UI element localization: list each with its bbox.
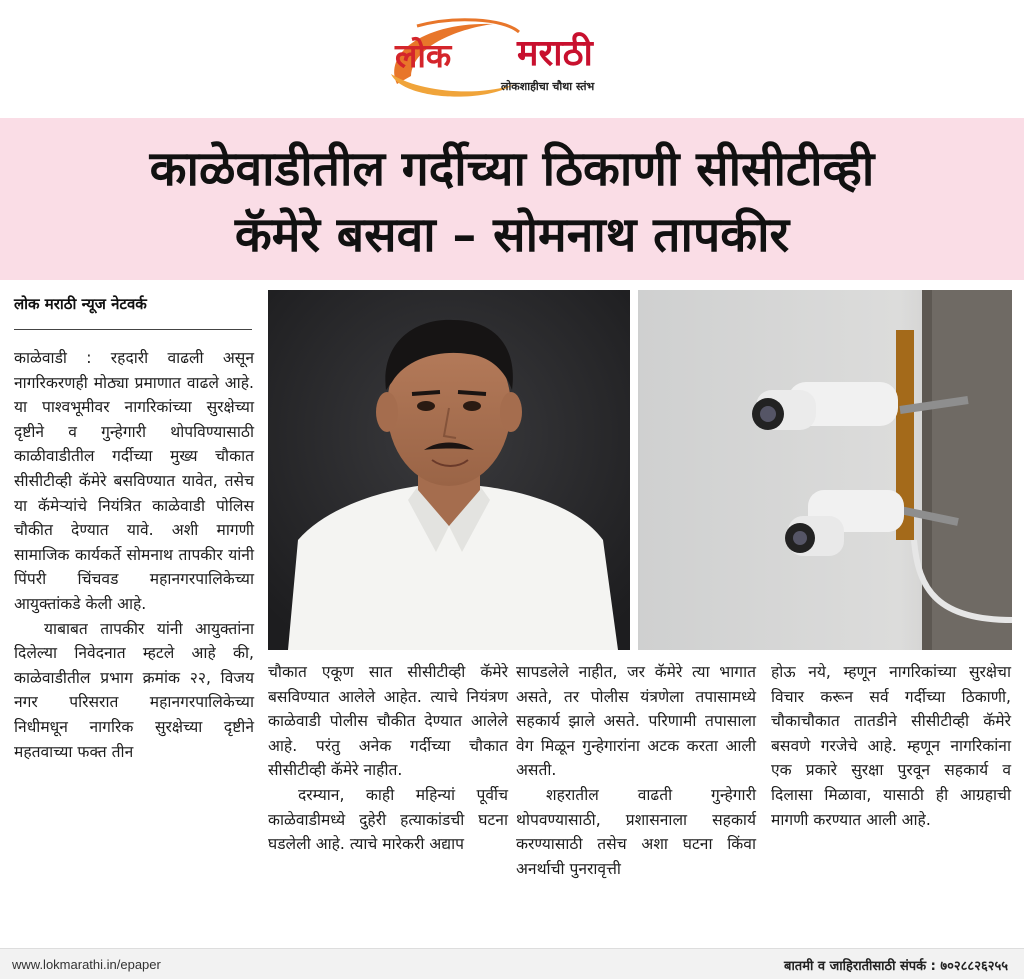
headline-line-2: कॅमेरे बसवा – सोमनाथ तापकीर [234,207,790,263]
cctv-camera-icon [638,290,1012,650]
photo-somnath-tapkir [268,290,630,650]
article-paragraph: होऊ नये, म्हणून नागरिकांच्या सुरक्षेचा विचार करून सर्व गर्दीच्या ठिकाणी, चौकाचौकात तातडीने सीसीटीव्ही कॅमेरे बसवणे गरजेचे आहे. म्हणून नागरिकांना एक प्रकारे सुरक्षा पुरवून सहकार्य व दिलासा मिळावा, यासाठी ही आग्रहाची मागणी करण्यात आली आहे. [771,663,1011,829]
photo-cctv-cameras [638,290,1012,650]
byline: लोक मराठी न्यूज नेटवर्क [14,295,147,313]
article-column-3 [516,660,756,881]
article-paragraph: काळेवाडी : रहदारी वाढली असून नागरिकरणही मोठ्या प्रमाणात वाढले आहे. या पाश्वभूमीवर नागरिकांच्या सुरक्षेच्या दृष्टीने व गुन्हेगारी थोपविण्यासाठी काळीवाडीतील गर्दीच्या मुख्य चौकात सीसीटीव्ही कॅमेरे बसविण्यात यावेत, तसेच या कॅमेर्‍यांचे नियंत्रित काळेवाडी पोलिस चौकीत देण्यात यावे. अशी मागणी सामाजिक कार्यकर्ते सोमनाथ तापकीर यांनी पिंपरी चिंचवड महानगरपालिकेच्या आयुक्तांकडे केली आहे. [14,349,254,613]
footer-contact: बातमी व जाहिरातीसाठी संपर्क : ७०२८८२६२५५ [784,959,1008,974]
logo-word-lok: लोक [395,36,452,75]
logo-word-marathi: मराठी [517,33,593,74]
article-column-2 [268,660,508,857]
article-paragraph: चौकात एकूण सात सीसीटीव्ही कॅमेरे बसविण्यात आलेले आहेत. त्याचे नियंत्रण काळेवाडी पोलीस चौकीत देण्यात आलेले आहे. परंतु अनेक गर्दीच्या चौकात सीसीटीव्ही कॅमेरे नाहीत. [268,663,508,780]
article-paragraph: याबाबत तापकीर यांनी आयुक्तांना दिलेल्या निवेदनात म्हटले आहे की, काळेवाडीतील प्रभाग क्रमांक २२, विजय नगर परिसरात महानगरपालिकेच्या निधीमधून नागरिक सुरक्षेच्या दृष्टीने महतवाच्या फक्त तीन [14,619,254,761]
logo-tagline: लोकशाहीचा चौथा स्तंभ [501,80,595,93]
footer-bar [0,948,1024,979]
article-paragraph: शहरातील वाढती गुन्हेगारी थोपवण्यासाठी, प्रशासनाला सहकार्य करण्यासाठी तसेच अशा घटना किंवा अनर्थाची पुनरावृत्ती [516,785,756,878]
headline-line-1: काळेवाडीतील गर्दीच्या ठिकाणी सीसीटीव्ही [149,141,875,197]
article-column-4 [771,660,1011,832]
byline-divider [14,329,252,330]
footer-url-link[interactable]: www.lokmarathi.in/epaper [12,957,161,972]
article-paragraph: सापडलेले नाहीत, जर कॅमेरे त्या भागात असते, तर पोलीस यंत्रणेला तपासामध्ये सहकार्य झाले असते. परिणामी तपासाला वेग मिळून गुन्हेगारांना अटक करता आली असती. [516,663,756,780]
article-paragraph: दरम्यान, काही महिन्यां पूर्वीच काळेवाडीमध्ये दुहेरी हत्याकांडची घटना घडलेली आहे. त्याचे मारेकरी अद्याप [268,785,508,854]
article-column-1 [14,346,254,764]
person-portrait-icon [268,290,630,650]
lok-marathi-logo[interactable] [383,14,645,106]
masthead [0,0,1024,118]
